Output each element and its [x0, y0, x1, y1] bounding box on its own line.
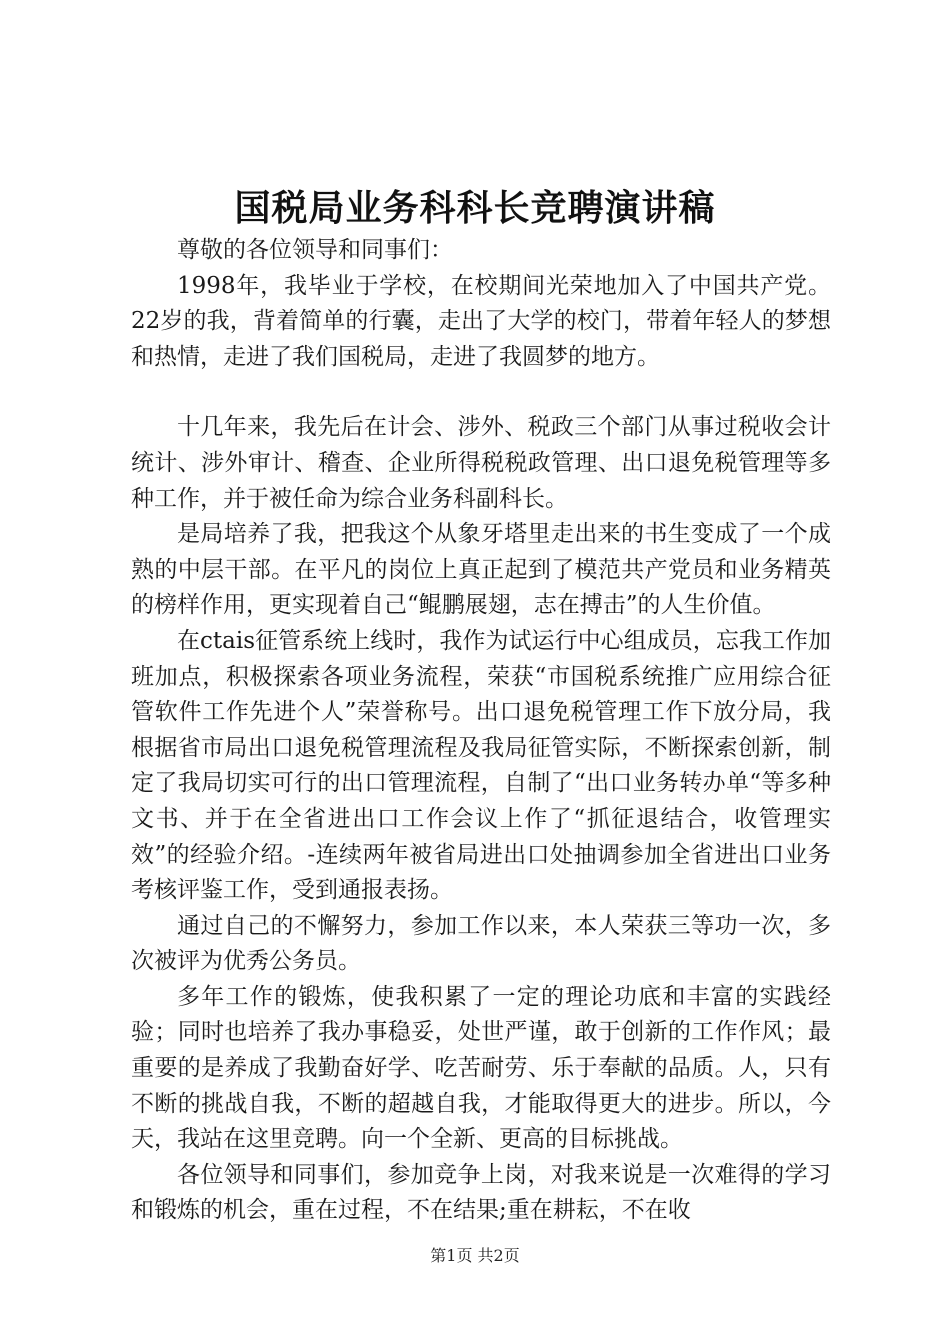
salutation-paragraph: 尊敬的各位领导和同事们： [177, 237, 453, 263]
body-paragraph: 是局培养了我，把我这个从象牙塔里走出来的书生变成了一个成熟的中层干部。在平凡的岗位上真正起到了模范共产党员和业务精英的榜样作用，更实现着自己“鲲鹏展翅，志在搏击”的人生价值。 [131, 521, 831, 619]
body-paragraph: 多年工作的锻炼，使我积累了一定的理论功底和丰富的实践经验；同时也培养了我办事稳妥，处世严谨，敢于创新的工作作风；最重要的是养成了我勤奋好学、吃苦耐劳、乐于奉献的品质。人，只有不断的挑战自我，不断的超越自我，才能取得更大的进步。所以，今天，我站在这里竞聘。向一个全新、更高的目标挑战。 [131, 983, 831, 1153]
body-paragraph: 十几年来，我先后在计会、涉外、税政三个部门从事过税收会计统计、涉外审计、稽查、企业所得税税政管理、出口退免税管理等多种工作，并于被任命为综合业务科副科长。 [131, 414, 831, 512]
body-paragraph: 在ctais征管系统上线时，我作为试运行中心组成员，忘我工作加班加点，积极探索各项业务流程，荣获“市国税系统推广应用综合征管软件工作先进个人”荣誉称号。出口退免税管理工作下放分局，我根据省市局出口退免税管理流程及我局征管实际，不断探索创新，制定了我局切实可行的出口管理流程，自制了“出口业务转办单“等多种文书、并于在全省进出口工作会议上作了“抓征退结合，收管理实效”的经验介绍。-连续两年被省局进出口处抽调参加全省进出口业务考核评鉴工作，受到通报表扬。 [131, 627, 831, 904]
document-body [131, 233, 831, 1229]
body-paragraph: 通过自己的不懈努力，参加工作以来，本人荣获三等功一次，多次被评为优秀公务员。 [131, 912, 831, 975]
page-number-footer: 第1页 共2页 [430, 1246, 520, 1265]
document-title: 国税局业务科科长竞聘演讲稿 [234, 187, 716, 229]
body-paragraph: 1998年，我毕业于学校，在校期间光荣地加入了中国共产党。22岁的我，背着简单的行囊，走出了大学的校门，带着年轻人的梦想和热情，走进了我们国税局，走进了我圆梦的地方。 [131, 272, 831, 370]
body-paragraph: 各位领导和同事们，参加竞争上岗，对我来说是一次难得的学习和锻炼的机会，重在过程，不在结果;重在耕耘，不在收 [131, 1161, 831, 1224]
